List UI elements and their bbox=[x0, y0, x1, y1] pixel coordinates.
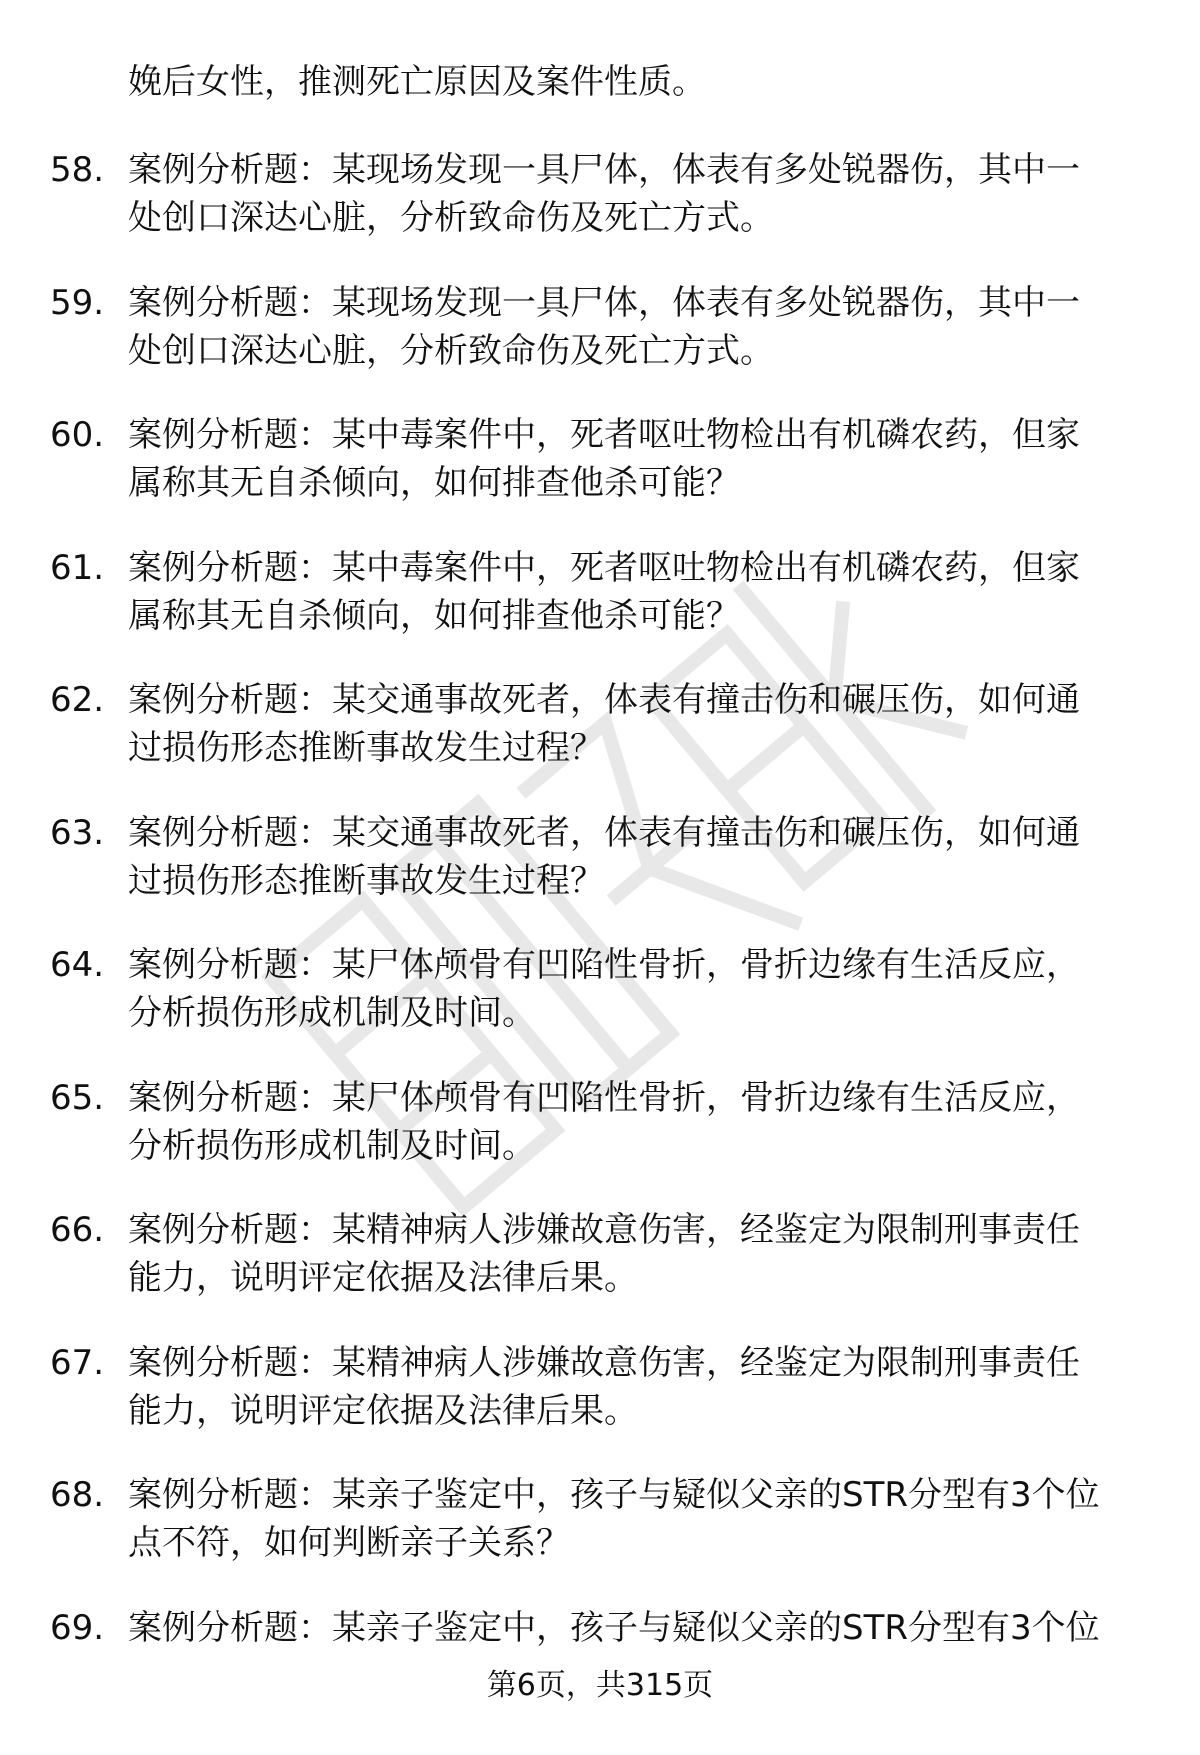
question-number: 59. bbox=[50, 282, 105, 323]
question-line: 过损伤形态推断事故发生过程？ bbox=[128, 860, 604, 901]
question-text bbox=[128, 809, 1160, 942]
question-item bbox=[50, 676, 1160, 809]
question-line: 案例分析题：某现场发现一具尸体，体表有多处锐器伤，其中一 bbox=[128, 282, 1080, 323]
question-list bbox=[50, 146, 1160, 1736]
question-line: 案例分析题：某现场发现一具尸体，体表有多处锐器伤，其中一 bbox=[128, 150, 1080, 190]
question-item bbox=[50, 941, 1160, 1074]
question-line: 处创口深达心脏，分析致命伤及死亡方式。 bbox=[128, 330, 774, 371]
question-text bbox=[128, 1074, 1160, 1207]
question-text bbox=[128, 1206, 1160, 1339]
question-number: 63. bbox=[50, 812, 105, 853]
question-text bbox=[128, 1339, 1160, 1472]
question-item bbox=[50, 1074, 1160, 1207]
question-line: 属称其无自杀倾向，如何排查他杀可能？ bbox=[128, 595, 740, 636]
question-text bbox=[128, 1471, 1160, 1604]
question-item bbox=[50, 279, 1160, 412]
question-text bbox=[128, 676, 1160, 809]
question-number: 65. bbox=[50, 1077, 105, 1118]
question-line: 案例分析题：某尸体颅骨有凹陷性骨折，骨折边缘有生活反应， bbox=[128, 1077, 1080, 1118]
question-line: 案例分析题：某尸体颅骨有凹陷性骨折，骨折边缘有生活反应， bbox=[128, 945, 1080, 985]
question-line: 能力，说明评定依据及法律后果。 bbox=[128, 1390, 638, 1431]
question-line: 点不符，如何判断亲子关系？ bbox=[128, 1523, 570, 1563]
question-text bbox=[128, 411, 1160, 544]
question-number: 64. bbox=[50, 945, 105, 985]
question-number: 58. bbox=[50, 150, 105, 190]
page-footer: 第6页，共315页 bbox=[486, 1668, 714, 1703]
question-number: 60. bbox=[50, 415, 105, 455]
question-line: 案例分析题：某交通事故死者，体表有撞击伤和碾压伤，如何通 bbox=[128, 812, 1080, 853]
question-number: 66. bbox=[50, 1210, 105, 1250]
question-text bbox=[128, 279, 1160, 412]
question-line: 案例分析题：某交通事故死者，体表有撞击伤和碾压伤，如何通 bbox=[128, 680, 1080, 720]
question-item bbox=[50, 1339, 1160, 1472]
question-item bbox=[50, 411, 1160, 544]
question-number: 61. bbox=[50, 547, 105, 588]
question-line: 案例分析题：某中毒案件中，死者呕吐物检出有机磷农药，但家 bbox=[128, 547, 1080, 588]
question-line: 分析损伤形成机制及时间。 bbox=[128, 993, 536, 1033]
question-line: 案例分析题：某亲子鉴定中，孩子与疑似父亲的STR分型有3个位 bbox=[128, 1475, 1100, 1515]
question-text bbox=[128, 146, 1160, 279]
question-item bbox=[50, 1471, 1160, 1604]
question-line: 案例分析题：某精神病人涉嫌故意伤害，经鉴定为限制刑事责任 bbox=[128, 1342, 1080, 1383]
question-number: 67. bbox=[50, 1342, 105, 1383]
question-number: 69. bbox=[50, 1607, 105, 1648]
question-number: 62. bbox=[50, 680, 105, 720]
question-line: 案例分析题：某中毒案件中，死者呕吐物检出有机磷农药，但家 bbox=[128, 415, 1080, 455]
question-item bbox=[50, 1206, 1160, 1339]
question-line: 分析损伤形成机制及时间。 bbox=[128, 1125, 536, 1166]
question-line: 案例分析题：某精神病人涉嫌故意伤害，经鉴定为限制刑事责任 bbox=[128, 1210, 1080, 1250]
question-line: 案例分析题：某亲子鉴定中，孩子与疑似父亲的STR分型有3个位 bbox=[128, 1607, 1100, 1648]
question-item bbox=[50, 544, 1160, 677]
question-text bbox=[128, 941, 1160, 1074]
question-line: 过损伤形态推断事故发生过程？ bbox=[128, 728, 604, 768]
question-number: 68. bbox=[50, 1475, 105, 1515]
question-line: 属称其无自杀倾向，如何排查他杀可能？ bbox=[128, 463, 740, 503]
question-text bbox=[128, 544, 1160, 677]
continued-question-text: 娩后女性，推测死亡原因及案件性质。 bbox=[128, 62, 706, 102]
question-item bbox=[50, 146, 1160, 279]
question-line: 处创口深达心脏，分析致命伤及死亡方式。 bbox=[128, 198, 774, 238]
question-line: 能力，说明评定依据及法律后果。 bbox=[128, 1258, 638, 1298]
question-item bbox=[50, 809, 1160, 942]
